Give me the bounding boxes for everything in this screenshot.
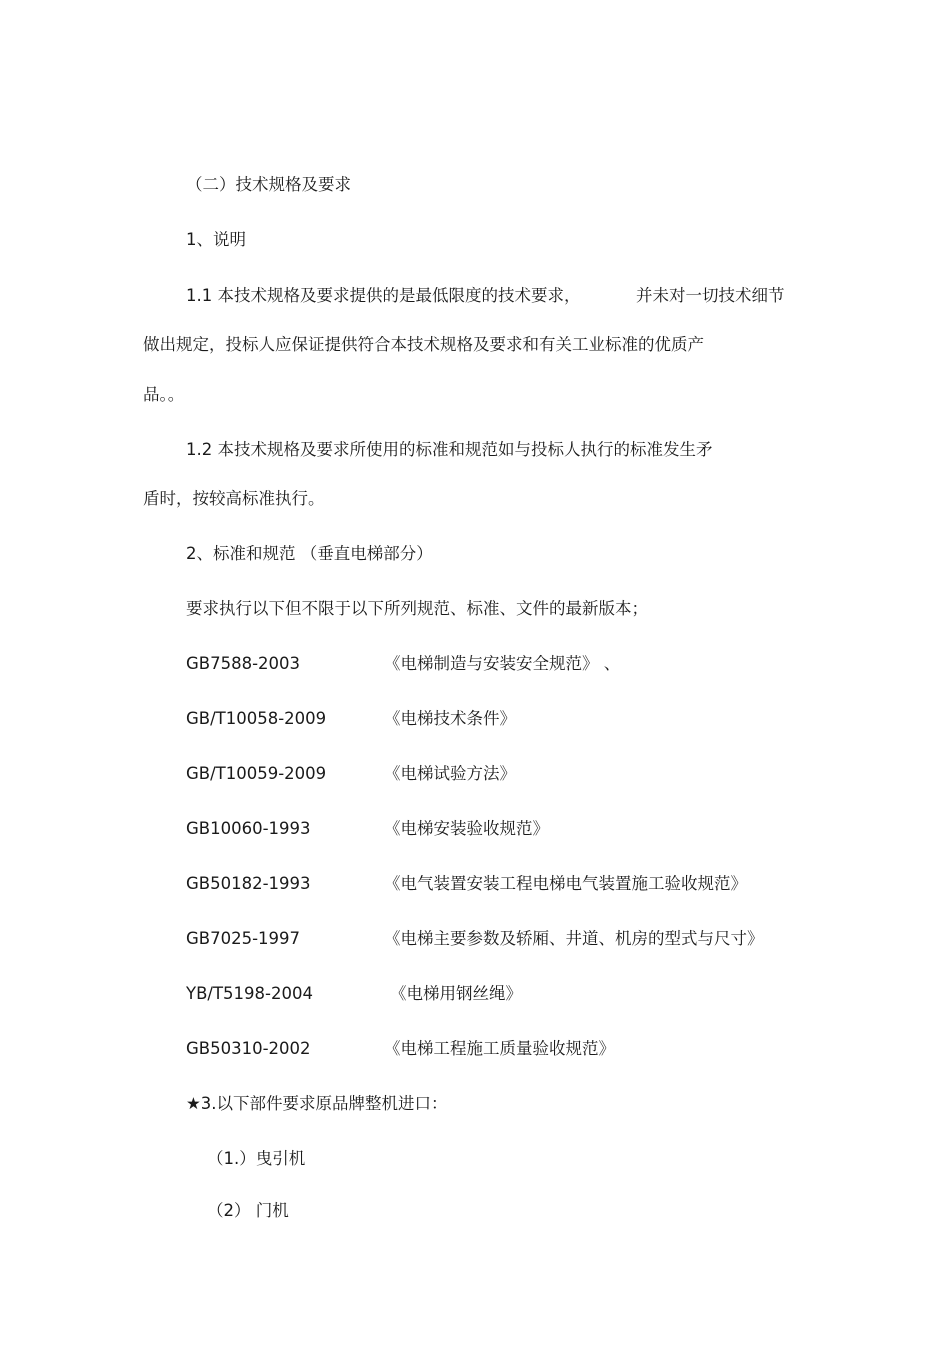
standard-code: GB50310-2002 <box>186 1039 311 1058</box>
paragraph-1-2-line-1: 1.2 本技术规格及要求所使用的标准和规范如与投标人执行的标准发生矛 <box>186 440 713 459</box>
standard-title: 《电气装置安装工程电梯电气装置施工验收规范》 <box>384 874 747 893</box>
paragraph-1-1-line-3: 品。。 <box>143 385 185 404</box>
component-item: （2） 门机 <box>207 1201 289 1220</box>
standard-code: GB/T10059-2009 <box>186 764 327 783</box>
paragraph-1-2-line-2: 盾时，按较高标准执行。 <box>143 489 325 508</box>
component-item: （1.）曳引机 <box>207 1149 306 1168</box>
standard-code: YB/T5198-2004 <box>186 984 313 1003</box>
standard-title: 《电梯主要参数及轿厢、井道、机房的型式与尺寸》 <box>384 929 764 948</box>
section-3-title: ★3.以下部件要求原品牌整机进口： <box>186 1094 448 1113</box>
section-1-title: 1、说明 <box>186 230 246 249</box>
paragraph-1-1-line-1a: 1.1 本技术规格及要求提供的是最低限度的技术要求， <box>186 286 581 305</box>
standard-code: GB50182-1993 <box>186 874 311 893</box>
standard-title: 《电梯用钢丝绳》 <box>390 984 522 1003</box>
section-2-intro: 要求执行以下但不限于以下所列规范、标准、文件的最新版本； <box>186 599 648 618</box>
section-heading: （二）技术规格及要求 <box>186 175 351 194</box>
standard-code: GB7588-2003 <box>186 654 301 673</box>
standard-title: 《电梯工程施工质量验收规范》 <box>384 1039 615 1058</box>
standard-title: 《电梯制造与安装安全规范》 、 <box>384 654 621 673</box>
standard-title: 《电梯试验方法》 <box>384 764 516 783</box>
standard-code: GB/T10058-2009 <box>186 709 327 728</box>
standard-code: GB10060-1993 <box>186 819 311 838</box>
standard-title: 《电梯安装验收规范》 <box>384 819 549 838</box>
paragraph-1-1-line-2: 做出规定，投标人应保证提供符合本技术规格及要求和有关工业标准的优质产 <box>143 335 704 354</box>
standard-title: 《电梯技术条件》 <box>384 709 516 728</box>
standard-code: GB7025-1997 <box>186 929 301 948</box>
section-2-title: 2、标准和规范 （垂直电梯部分） <box>186 544 433 563</box>
paragraph-1-1-line-1b: 并未对一切技术细节 <box>636 286 785 305</box>
